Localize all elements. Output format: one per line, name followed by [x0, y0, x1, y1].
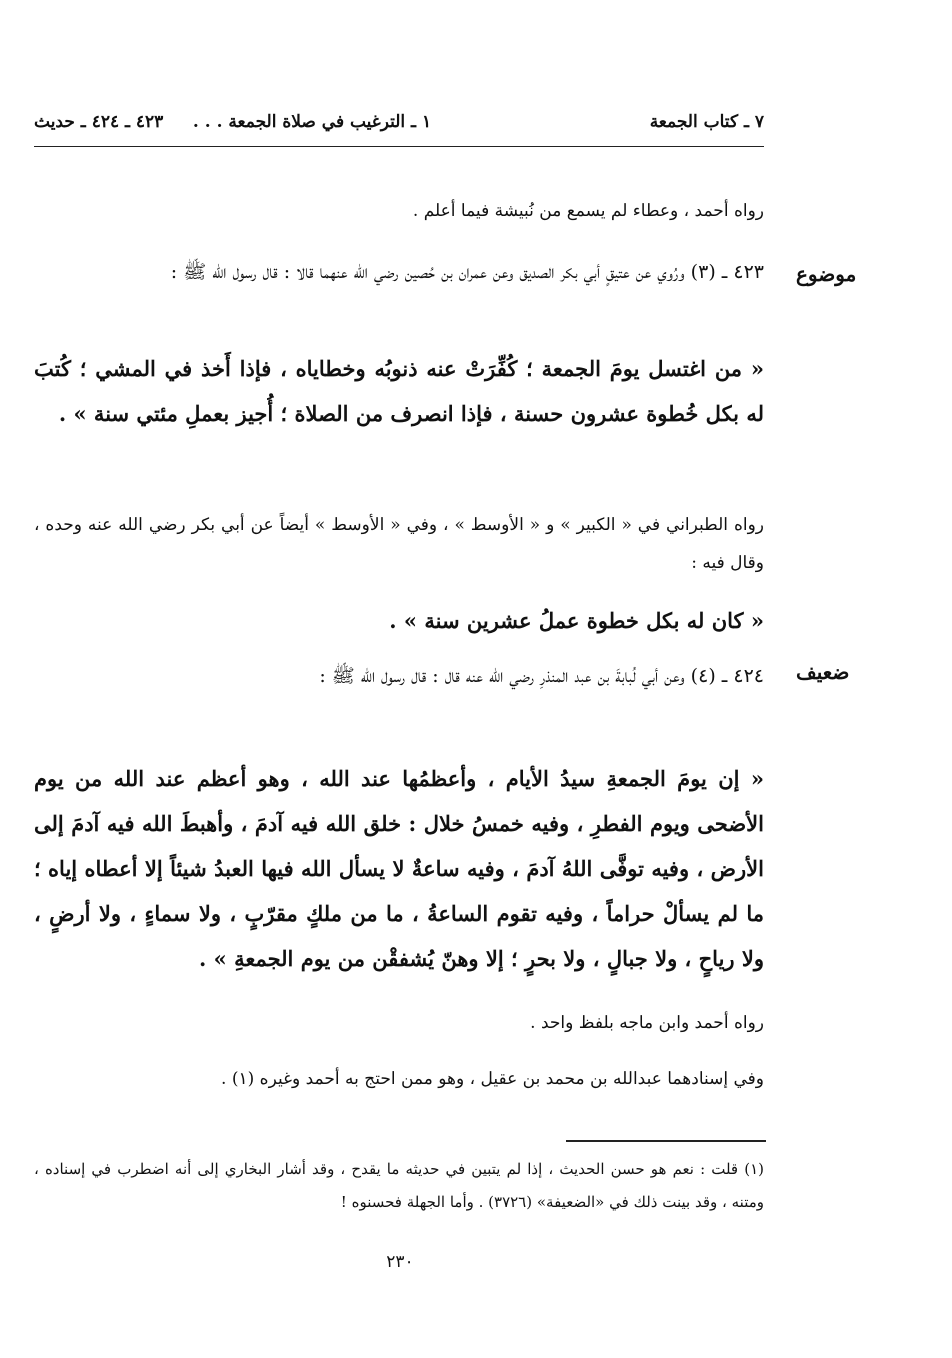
- footnote: (١) قلت : نعم هو حسن الحديث ، إذا لم يتبين في حديثه ما يقدح ، وقد أشار البخاري إلى أنه اضطرب في إسناده ، ومتنه ، وقد بينت ذلك في «الضعيفة» (٣٧٢٦) . وأما الجهلة فحسنوه !: [34, 1160, 764, 1211]
- header-divider: [34, 146, 764, 147]
- header-chapter: ٧ ـ كتاب الجمعة: [649, 112, 764, 132]
- hadith-424-text: « إن يومَ الجمعةِ سيدُ الأيام ، وأعظمُها عند الله ، وهو أعظم عند الله من يوم الأضحى ويوم الفطرِ ، وفيه خمسُ خلال : خلق الله فيه آدمَ ، وأهبطَ الله فيه آدمَ إلى الأرض ، وفيه توفَّى اللهُ آدمَ ، وفيه ساعةٌ لا يسأل الله فيها العبدُ شيئاً إلا أعطاه إياه ؛ ما لم يسألْ حراماً ، وفيه تقوم الساعةُ ، ما من ملكٍ مقرّبٍ ، ولا سماءٍ ، ولا أرضٍ ، ولا رياحٍ ، ولا جبالٍ ، ولا بحرٍ ؛ إلا وهنّ يُشفقْن من يوم الجمعةِ » .: [34, 766, 764, 971]
- hadith-424-source: رواه أحمد وابن ماجه بلفظ واحد .: [530, 1013, 764, 1033]
- previous-source-note: رواه أحمد ، وعطاء لم يسمع من نُبيشة فيما أعلم .: [412, 201, 764, 221]
- hadith-424-intro: ٤٢٤ ـ (٤) وعن أبي لُبابةَ بن عبد المنذرِ رضي الله عنه قال : قال رسول الله ﷺ :: [319, 665, 764, 687]
- footnote-divider: [566, 1140, 766, 1142]
- hadith-424-isnad-note: وفي إسنادهما عبدالله بن محمد بن عقيل ، وهو ممن احتج به أحمد وغيره (١) .: [221, 1069, 764, 1089]
- header-section: ١ ـ الترغيب في صلاة الجمعة . . .: [192, 112, 432, 132]
- header-hadith-range: ٤٢٣ ـ ٤٢٤ ـ حديث: [34, 112, 164, 132]
- hadith-423-source: رواه الطبراني في « الكبير » و « الأوسط » ، وفي « الأوسط » أيضاً عن أبي بكر رضي الله عنه وحده ، وقال فيه :: [34, 515, 764, 573]
- running-header: [34, 112, 764, 144]
- hadith-423-intro: ٤٢٣ ـ (٣) ورُوي عن عتيقٍ أبي بكر الصديق وعن عمران بن حُصين رضي الله عنهما قالا : قال رسول الله ﷺ :: [170, 261, 764, 283]
- page-number: ٢٣٠: [386, 1252, 414, 1272]
- hadith-423-text: « من اغتسل يومَ الجمعة ؛ كُفِّرَتْ عنه ذنوبُه وخطاياه ، فإذا أَخذ في المشي ؛ كُتبَ له بكل خُطوة عشرون حسنة ، فإذا انصرف من الصلاة ؛ أُجيز بعملِ مئتي سنة » .: [34, 356, 764, 426]
- hadith-423-grade: موضوع: [796, 262, 857, 286]
- header-section-and-range: [34, 112, 431, 132]
- hadith-424-grade: ضعيف: [796, 660, 850, 684]
- hadith-423-alternate-wording: « كان له بكل خطوة عملُ عشرين سنة » .: [389, 608, 764, 633]
